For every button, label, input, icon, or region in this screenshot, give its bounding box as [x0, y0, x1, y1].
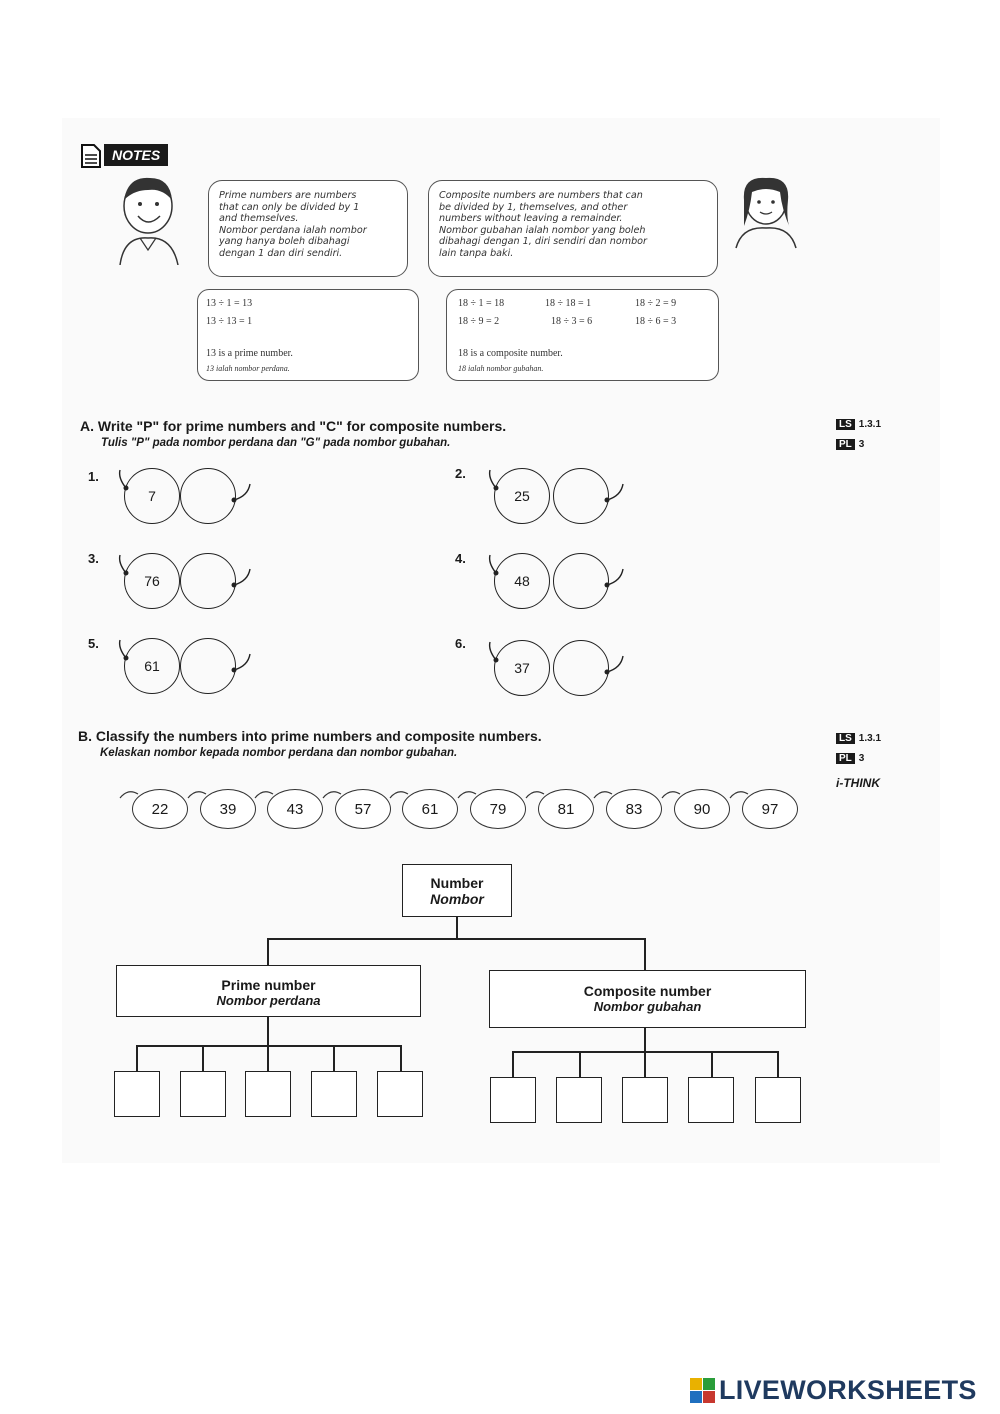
composite-example-line-4: 18 ÷ 9 = 2 [458, 316, 500, 327]
number-bead-22[interactable]: 22 [132, 789, 188, 829]
prime-answer-box-2[interactable] [180, 1071, 226, 1117]
number-bead-97[interactable]: 97 [742, 789, 798, 829]
section-a-subtitle: Tulis "P" pada nombor perdana dan "G" pada nombor gubahan. [101, 437, 451, 449]
tree-connector [267, 1045, 269, 1072]
tree-connector [644, 938, 646, 970]
composite-example-box [446, 289, 719, 381]
composite-answer-box-1[interactable] [490, 1077, 536, 1123]
prime-def-en-1: Prime numbers are numbers [219, 190, 357, 201]
notes-label: NOTES [104, 144, 168, 166]
composite-example-line-3: 18 ÷ 2 = 9 [635, 298, 677, 309]
section-a-pl-badge: PL 3 [836, 439, 864, 450]
boy-illustration [110, 170, 190, 265]
composite-example-line-1: 18 ÷ 1 = 18 [458, 298, 505, 309]
tree-root-box [402, 864, 512, 917]
number-bead-81[interactable]: 81 [538, 789, 594, 829]
item-4-value-circle: 48 [494, 553, 550, 609]
section-a-title: A. Write "P" for prime numbers and "C" for composite numbers. [80, 418, 507, 434]
liveworksheets-logo-icon [690, 1378, 716, 1404]
item-4-number: 4. [455, 551, 466, 566]
number-bead-39[interactable]: 39 [200, 789, 256, 829]
tree-connector [711, 1051, 713, 1078]
tree-connector [333, 1045, 335, 1072]
prime-number-box [116, 965, 421, 1017]
number-bead-61[interactable]: 61 [402, 789, 458, 829]
prime-number-label-ms: Nombor perdana [216, 993, 321, 1008]
item-1-value-circle: 7 [124, 468, 180, 524]
tree-root-label-ms: Nombor [430, 891, 484, 907]
prime-answer-box-4[interactable] [311, 1071, 357, 1117]
prime-def-ms-1: Nombor perdana ialah nombor [219, 224, 367, 236]
prime-def-ms-3: dengan 1 dan diri sendiri. [219, 247, 343, 259]
item-5-answer-circle[interactable] [180, 638, 236, 694]
tree-connector [777, 1051, 779, 1078]
section-b-ls-badge: LS 1.3.1 [836, 733, 881, 744]
item-6-value-circle: 37 [494, 640, 550, 696]
tree-connector [456, 917, 458, 939]
tree-connector [644, 1028, 646, 1052]
tree-connector [267, 938, 269, 965]
tree-connector [644, 1051, 646, 1078]
composite-def-ms-2: dibahagi dengan 1, diri sendiri dan nombor [439, 236, 647, 248]
composite-number-box [489, 970, 806, 1028]
item-3-value-circle: 76 [124, 553, 180, 609]
prime-example-box [197, 289, 419, 381]
notes-document-icon [80, 143, 102, 169]
composite-def-en-2: be divided by 1, themselves, and other [439, 201, 628, 213]
composite-number-label: Composite number [583, 983, 712, 999]
number-bead-57[interactable]: 57 [335, 789, 391, 829]
section-b-subtitle: Kelaskan nombor kepada nombor perdana dan nombor gubahan. [100, 747, 458, 759]
number-bead-43[interactable]: 43 [267, 789, 323, 829]
item-2-value-circle: 25 [494, 468, 550, 524]
composite-answer-box-2[interactable] [556, 1077, 602, 1123]
tree-connector [400, 1045, 402, 1072]
item-4-answer-circle[interactable] [553, 553, 609, 609]
composite-def-ms-3: lain tanpa baki. [439, 247, 514, 259]
section-b-pl-badge: PL 3 [836, 753, 864, 764]
prime-def-ms-2: yang hanya boleh dibahagi [219, 236, 350, 248]
tree-connector [136, 1045, 402, 1047]
tree-connector [267, 1017, 269, 1046]
prime-example-line-2: 13 ÷ 13 = 1 [206, 316, 253, 327]
tree-connector [136, 1045, 138, 1072]
section-b-title: B. Classify the numbers into prime numbers and composite numbers. [78, 728, 542, 744]
prime-def-en-2: that can only be divided by 1 [219, 201, 360, 213]
composite-definition-bubble [428, 180, 718, 277]
item-3-answer-circle[interactable] [180, 553, 236, 609]
section-a-ls-badge: LS 1.3.1 [836, 419, 881, 430]
item-6-answer-circle[interactable] [553, 640, 609, 696]
number-bead-79[interactable]: 79 [470, 789, 526, 829]
item-5-number: 5. [88, 636, 99, 651]
composite-answer-box-5[interactable] [755, 1077, 801, 1123]
prime-definition-bubble [208, 180, 408, 277]
item-1-number: 1. [88, 469, 99, 484]
composite-answer-box-4[interactable] [688, 1077, 734, 1123]
prime-example-conclusion-ms: 13 ialah nombor perdana. [206, 364, 290, 373]
tree-connector [267, 938, 645, 940]
composite-def-ms-1: Nombor gubahan ialah nombor yang boleh [439, 224, 646, 236]
item-6-number: 6. [455, 636, 466, 651]
composite-answer-box-3[interactable] [622, 1077, 668, 1123]
number-bead-90[interactable]: 90 [674, 789, 730, 829]
liveworksheets-brand[interactable]: LIVEWORKSHEETS [719, 1375, 977, 1405]
prime-answer-box-3[interactable] [245, 1071, 291, 1117]
composite-def-en-3: numbers without leaving a remainder. [439, 213, 623, 225]
item-2-number: 2. [455, 466, 466, 481]
tree-root-label: Number [430, 875, 484, 891]
tree-connector [579, 1051, 581, 1078]
composite-example-line-5: 18 ÷ 3 = 6 [551, 316, 593, 327]
prime-number-label: Prime number [221, 977, 316, 993]
prime-def-en-3: and themselves. [219, 213, 299, 225]
composite-def-en-1: Composite numbers are numbers that can [439, 190, 643, 201]
composite-example-conclusion: 18 is a composite number. [458, 348, 563, 359]
girl-illustration [728, 170, 808, 250]
prime-example-conclusion: 13 is a prime number. [206, 348, 293, 359]
number-bead-83[interactable]: 83 [606, 789, 662, 829]
prime-example-line-1: 13 ÷ 1 = 13 [206, 298, 253, 309]
item-1-answer-circle[interactable] [180, 468, 236, 524]
item-3-number: 3. [88, 551, 99, 566]
notes-tag [80, 143, 160, 169]
i-think-logo: i-THINK [836, 776, 880, 790]
tree-connector [202, 1045, 204, 1072]
item-5-value-circle: 61 [124, 638, 180, 694]
composite-example-line-6: 18 ÷ 6 = 3 [635, 316, 677, 327]
composite-example-conclusion-ms: 18 ialah nombor gubahan. [458, 364, 544, 373]
item-2-answer-circle[interactable] [553, 468, 609, 524]
composite-number-label-ms: Nombor gubahan [593, 999, 702, 1014]
composite-example-line-2: 18 ÷ 18 = 1 [545, 298, 592, 309]
prime-answer-box-5[interactable] [377, 1071, 423, 1117]
tree-connector [512, 1051, 514, 1078]
prime-answer-box-1[interactable] [114, 1071, 160, 1117]
